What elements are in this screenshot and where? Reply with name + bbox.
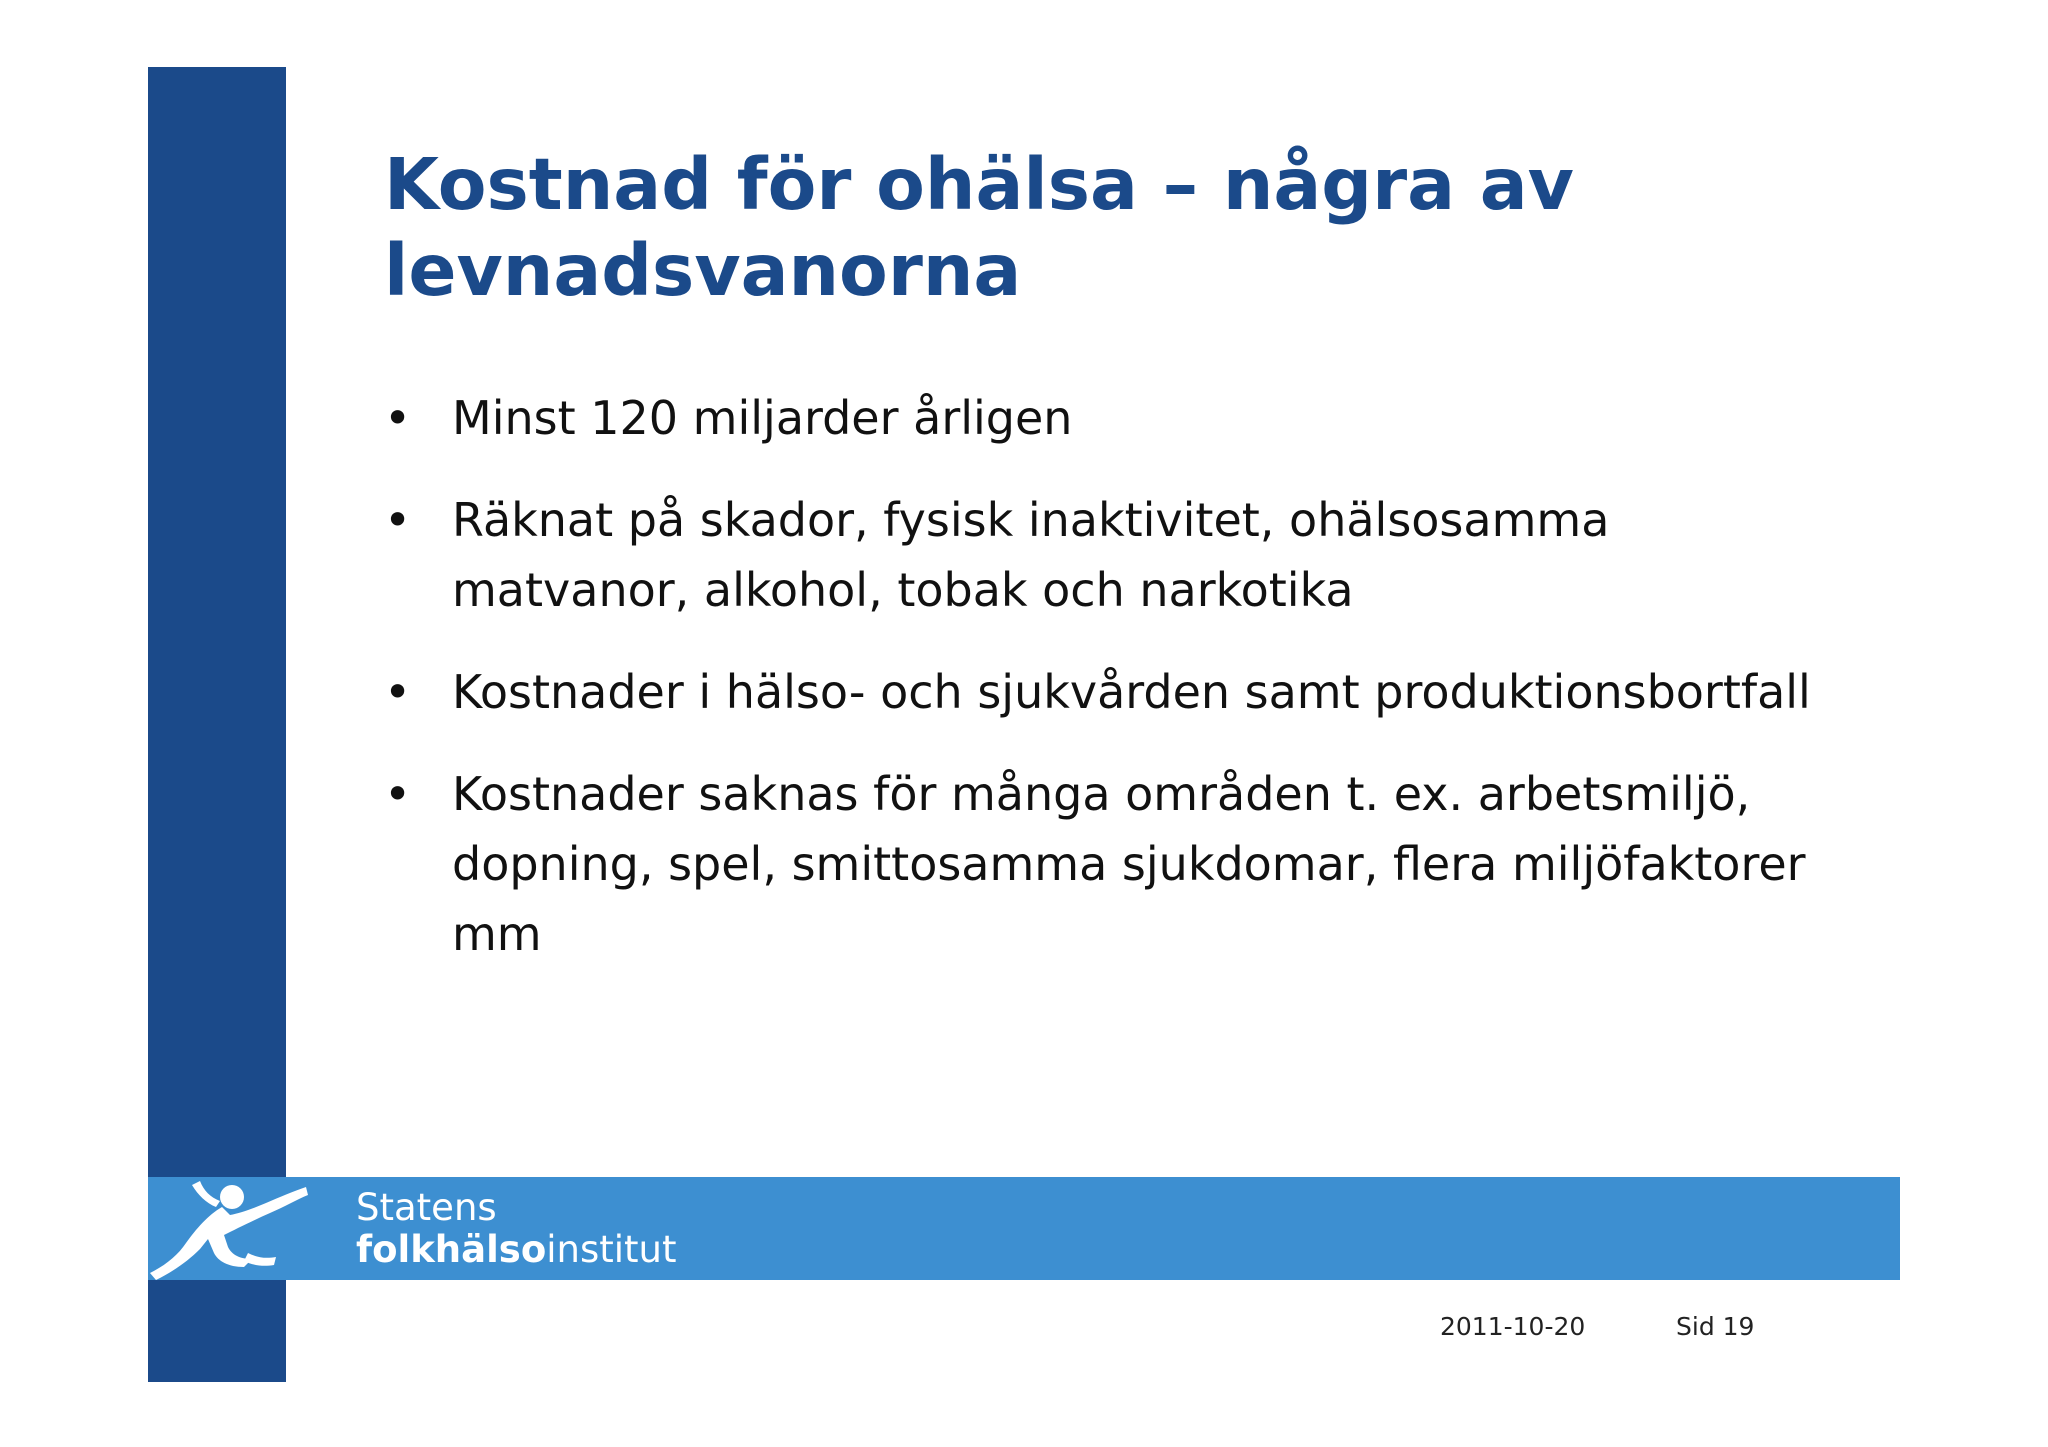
logo-regular-part: institut <box>546 1228 677 1271</box>
bullet-list <box>384 383 1814 1001</box>
bullet-dot-icon: • <box>384 391 412 445</box>
footer-band <box>148 1177 1900 1280</box>
bullet-item <box>384 383 1814 453</box>
logo-bold-part: folkhälso <box>356 1228 547 1271</box>
logo-line-institute <box>356 1229 677 1271</box>
bullet-text: Kostnader saknas för många områden t. ex. arbetsmiljö, dopning, spel, smittosamma sjukdomar, flera miljöfaktorer mm <box>452 767 1806 961</box>
bullet-text: Kostnader i hälso- och sjukvården samt produktionsbortfall <box>452 665 1811 719</box>
logo-line-statens: Statens <box>356 1186 497 1229</box>
bullet-item <box>384 657 1814 727</box>
bullet-item <box>384 485 1814 625</box>
logo-text <box>356 1187 677 1271</box>
bullet-dot-icon: • <box>384 767 412 821</box>
jumping-figure-icon <box>148 1177 318 1280</box>
slide-title: Kostnad för ohälsa – några av levnadsvanorna <box>384 143 1574 312</box>
bullet-text: Räknat på skador, fysisk inaktivitet, ohälsosamma matvanor, alkohol, tobak och narkotika <box>452 493 1610 617</box>
bullet-item <box>384 759 1814 969</box>
bullet-text: Minst 120 miljarder årligen <box>452 391 1073 445</box>
footer-date: 2011-10-20 <box>1440 1312 1586 1341</box>
bullet-dot-icon: • <box>384 665 412 719</box>
bullet-dot-icon: • <box>384 493 412 547</box>
footer-page-number: Sid 19 <box>1676 1312 1755 1341</box>
